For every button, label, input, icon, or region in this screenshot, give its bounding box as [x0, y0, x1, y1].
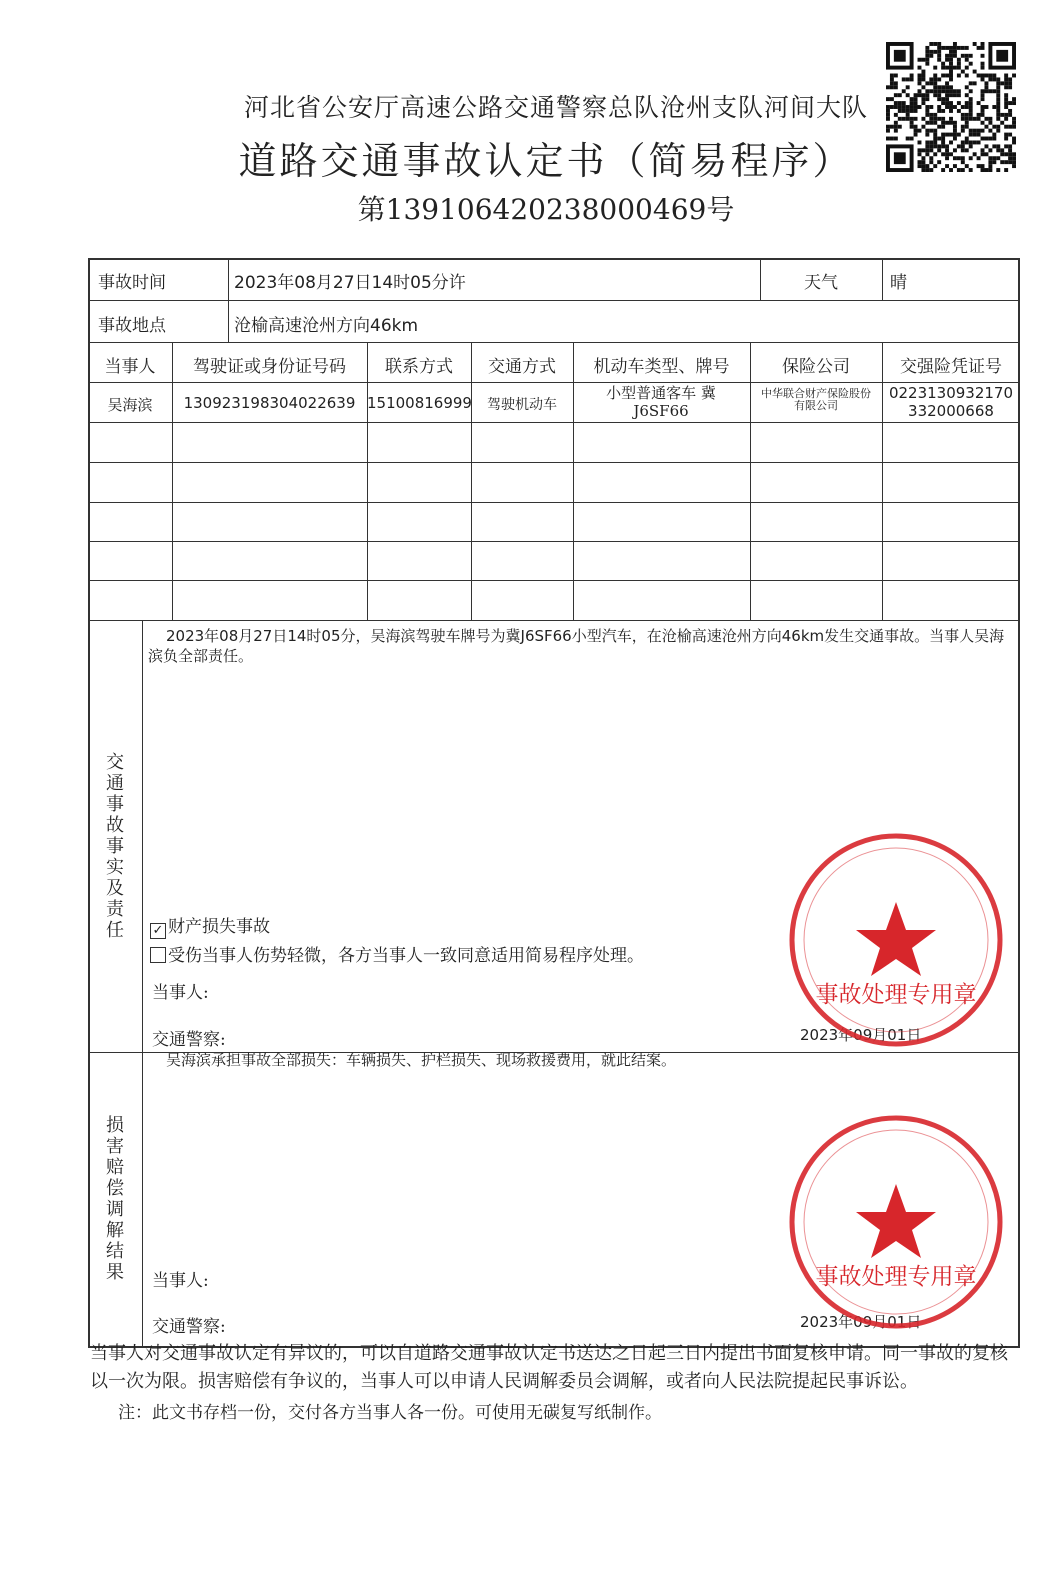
col-divider: [142, 620, 143, 1348]
col-divider: [750, 342, 751, 620]
seal-text: 事故处理专用章: [815, 982, 977, 1008]
facts-section-label: 交通事故事实及责任: [106, 752, 124, 941]
col-header-policy: 交强险凭证号: [900, 357, 1002, 377]
place-label: 事故地点: [98, 316, 166, 336]
comp-police-signature: 交通警察:: [152, 1317, 226, 1337]
comp-date: 2023年09月01日: [800, 1313, 922, 1331]
time-label: 事故时间: [98, 273, 166, 293]
col-divider: [172, 342, 173, 620]
compensation-section-label: 损害赔偿调解结果: [106, 1115, 124, 1283]
weather-value: 晴: [890, 273, 907, 293]
row-divider: [88, 382, 1020, 383]
col-divider: [882, 342, 883, 620]
col-divider: [882, 258, 883, 300]
check-property-loss: [150, 912, 270, 937]
star-icon: [856, 902, 936, 976]
row-divider: [88, 580, 1020, 581]
facts-party-signature: 当事人:: [152, 983, 209, 1003]
official-seal: [786, 830, 1006, 1050]
party-policy: 0223130932170332000668: [888, 384, 1014, 420]
col-header-party: 当事人: [104, 357, 156, 377]
time-value: 2023年08月27日14时05分许: [234, 273, 466, 293]
party-name: 吴海滨: [107, 396, 153, 414]
col-header-insurer: 保险公司: [782, 357, 850, 377]
col-header-phone: 联系方式: [385, 357, 453, 377]
agency-name: 河北省公安厅高速公路交通警察总队沧州支队河间大队: [243, 93, 868, 122]
appeal-notice: 当事人对交通事故认定有异议的，可以自道路交通事故认定书送达之日起三日内提出书面复核申请。同一事故的复核以一次为限。损害赔偿有争议的，当事人可以申请人民调解委员会调解，或者向人民法院提起民事诉讼。: [90, 1343, 1008, 1392]
party-id: 130923198304022639: [183, 394, 356, 412]
official-seal: [786, 1112, 1006, 1332]
comp-party-signature: 当事人:: [152, 1271, 209, 1291]
row-divider: [88, 541, 1020, 542]
facts-date: 2023年09月01日: [800, 1026, 922, 1044]
document-number: 第13910642023800046​9号: [357, 193, 735, 226]
col-divider: [367, 342, 368, 620]
row-divider: [88, 502, 1020, 503]
row-divider: [88, 462, 1020, 463]
check-minor-injury: [150, 941, 644, 966]
facts-police-signature: 交通警察:: [152, 1030, 226, 1050]
checkbox-icon: [150, 947, 166, 963]
row-divider: [88, 342, 1020, 343]
party-vehicle: 小型普通客车 冀J6SF66: [606, 384, 716, 420]
col-header-id: 驾驶证或身份证号码: [193, 357, 346, 377]
checked-box-icon: ✓: [150, 923, 166, 939]
col-header-transport: 交通方式: [488, 357, 556, 377]
facts-text: 2023年08月27日14时05分，吴海滨驾驶车牌号为冀J6SF66小型汽车，在沧榆高速沧州方向46km发生交通事故。当事人吴海滨负全部责任。: [148, 627, 1005, 665]
check-minor-injury-label: 受伤当事人伤势轻微，各方当事人一致同意适用简易程序处理。: [168, 946, 644, 966]
place-value: 沧榆高速沧州方向46km: [234, 316, 419, 336]
party-insurer: 中华联合财产保险股份有限公司: [761, 387, 871, 412]
col-header-vehicle: 机动车类型、牌号: [593, 357, 730, 377]
row-divider: [88, 620, 1020, 621]
col-divider: [471, 342, 472, 620]
col-divider: [228, 258, 229, 342]
party-transport: 驾驶机动车: [487, 397, 557, 413]
compensation-text: 吴海滨承担事故全部损失：车辆损失、护栏损失、现场救援费用，就此结案。: [166, 1051, 677, 1069]
col-divider: [573, 342, 574, 620]
weather-label: 天气: [804, 273, 838, 293]
row-divider: [88, 422, 1020, 423]
document-title: 道路交通事故认定书（简易程序）: [238, 139, 854, 183]
check-property-loss-label: 财产损失事故: [168, 917, 270, 937]
party-phone: 15100816999: [367, 394, 472, 412]
archive-note: 注：此文书存档一份，交付各方当事人各一份。可使用无碳复写纸制作。: [118, 1403, 662, 1423]
star-icon: [856, 1184, 936, 1258]
seal-text: 事故处理专用章: [815, 1264, 977, 1290]
